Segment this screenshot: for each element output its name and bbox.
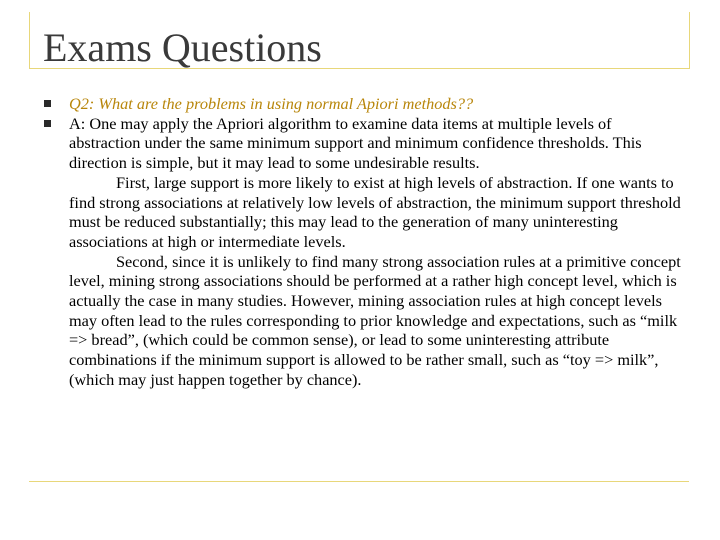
answer-second-paragraph: Second, since it is unlikely to find many strong association rules at a primitive concept level, mining strong associations should be performed at a rather high concept level, which is actually the case in many studies. However, mining association rules at high concept levels may often lead to the rules corresponding to prior knowledge and expectations, such as “milk => bread”, (which could be common sense), or lead to some uninteresting attribute combinations if the minimum support is allowed to be rather small, such as “toy => milk”, (which may just happen together by chance). <box>69 251 681 389</box>
footer-rule <box>29 481 689 482</box>
question-text: Q2: What are the problems in using normal Apiori methods?? <box>69 94 474 113</box>
title-frame-left-line <box>29 12 30 69</box>
question-item <box>44 94 684 114</box>
bullet-square-icon <box>44 100 51 107</box>
title-frame-right-line <box>689 12 690 69</box>
slide-title: Exams Questions <box>43 25 322 70</box>
slide-body <box>44 94 684 390</box>
answer-first-paragraph: First, large support is more likely to exist at high levels of abstraction. If one wants to find strong associations at relatively low levels of abstraction, the minimum support threshold must be reduced substantially; this may lead to the generation of many uninteresting associations at high or intermediate levels. <box>69 172 681 251</box>
answer-intro-text: A: One may apply the Apriori algorithm to examine data items at multiple levels of abstraction under the same minimum support and minimum confidence thresholds. This direction is simple, but it may lead to some undesirable results. <box>69 113 642 173</box>
answer-item <box>44 114 684 390</box>
bullet-square-icon <box>44 120 51 127</box>
